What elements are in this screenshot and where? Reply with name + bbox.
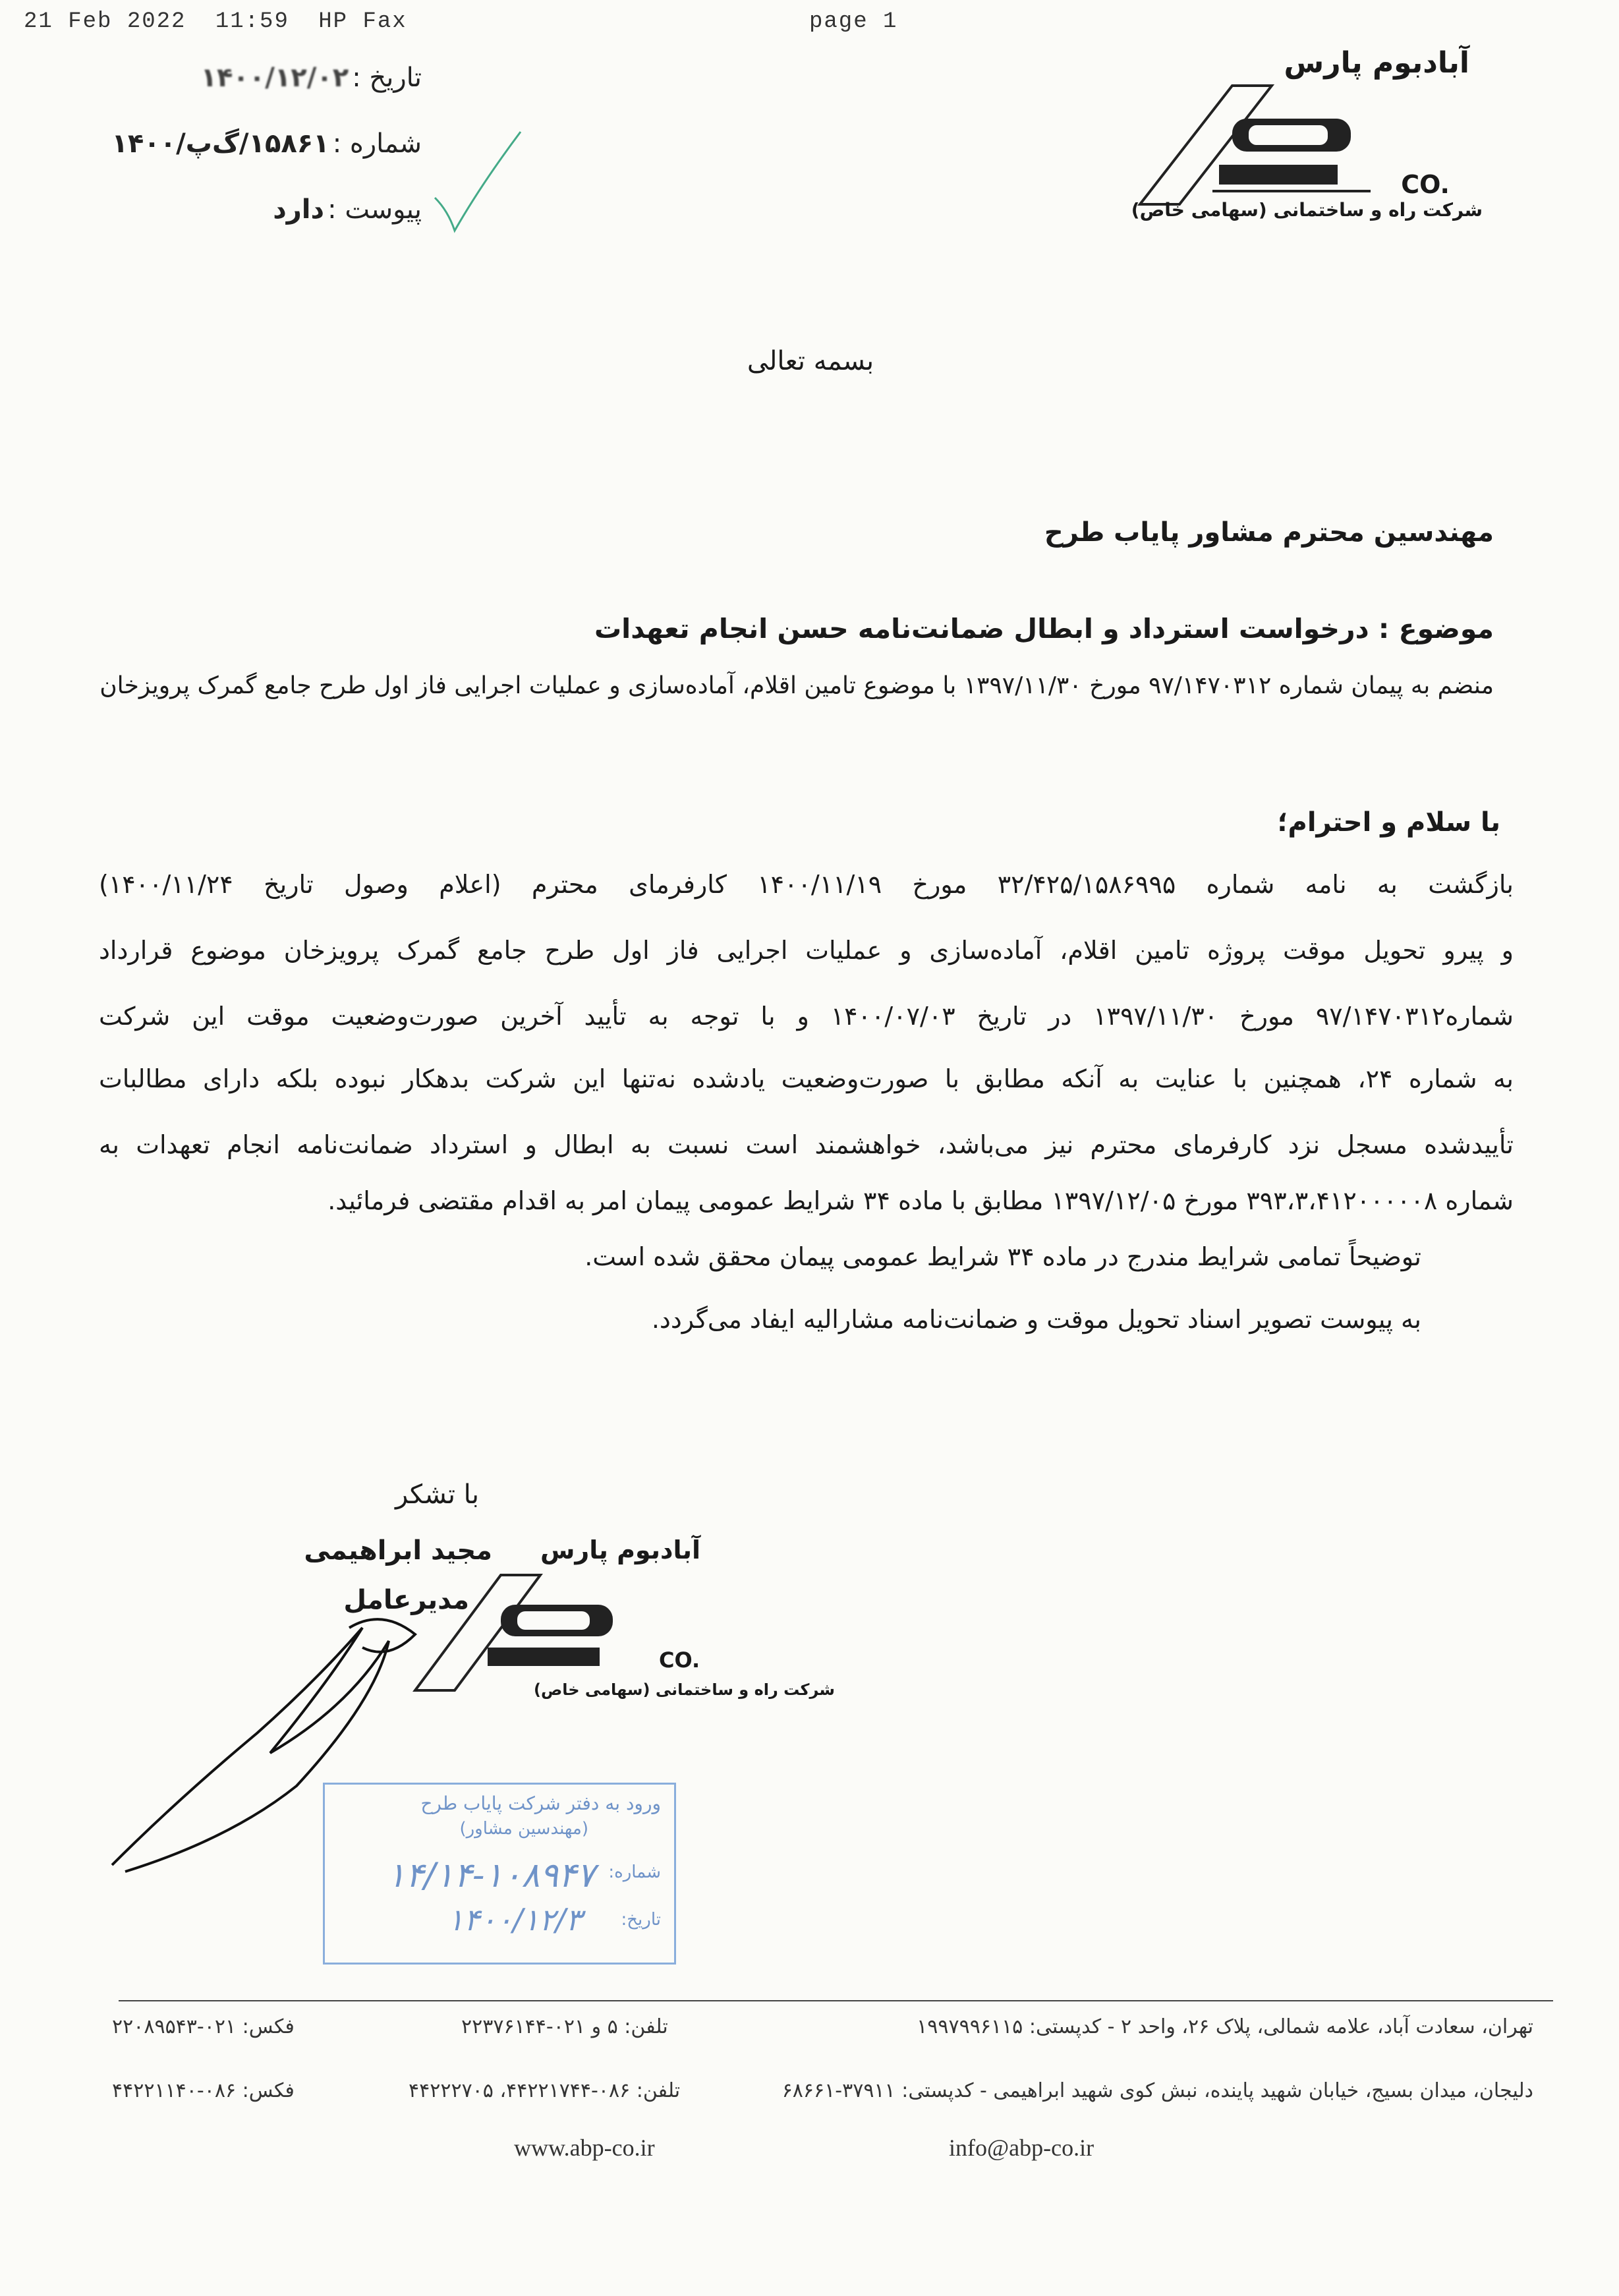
subject-line: موضوع : درخواست استرداد و ابطال ضمانت‌نامه حسن انجام تعهدات <box>594 613 1494 645</box>
seal-company-name: آبادبوم پارس <box>540 1535 701 1564</box>
footer-divider <box>119 2000 1553 2001</box>
company-subtitle: شرکت راه و ساختمانی (سهامی خاص) <box>1131 199 1483 221</box>
invocation: بسمه تعالی <box>747 346 874 376</box>
stamp-date-value: ۱۴۰۰/۱۲/۳ <box>447 1902 582 1937</box>
fax-date: 21 Feb 2022 <box>24 9 186 34</box>
body-line: به شماره ۲۴، همچنین با عنایت به آنکه مطابق با صورت‌وضعیت یادشده نه‌تنها این شرکت بدهکار نبوده بلکه دارای مطالبات <box>99 1064 1514 1093</box>
date-label: تاریخ : <box>352 63 422 93</box>
number-value: ۱۵۸۶۱/گ‌پ/۱۴۰۰ <box>111 129 329 159</box>
date-value: ۱۴۰۰/۱۲/۰۲ <box>200 63 349 93</box>
stamp-number-label: شماره: <box>608 1862 661 1882</box>
logo-mark-icon <box>1133 72 1410 217</box>
footer-website[interactable]: www.abp-co.ir <box>514 2135 655 2161</box>
footer-address-tehran: تهران، سعادت آباد، علامه شمالی، پلاک ۲۶، واحد ۲ - کدپستی: ۱۹۹۷۹۹۶۱۱۵ <box>917 2015 1533 2038</box>
footer-email[interactable]: info@abp-co.ir <box>949 2135 1094 2161</box>
footer-fax-delijan: فکس: ۰۸۶-۴۴۲۲۱۱۴۰ <box>112 2079 295 2102</box>
closing-thanks: با تشکر <box>395 1479 479 1510</box>
letter-attachment <box>237 194 422 225</box>
number-label: شماره : <box>332 129 422 159</box>
company-logo <box>1120 46 1489 231</box>
footer-tel-tehran: تلفن: ۵ و ۰۲۱-۲۲۳۷۶۱۴۴ <box>461 2015 668 2038</box>
body-note: توضیحاً تمامی شرایط مندرج در ماده ۳۴ شرایط عمومی پیمان محقق شده است. <box>584 1242 1421 1271</box>
stamp-date-label: تاریخ: <box>621 1910 661 1930</box>
signatory-title: مدیرعامل <box>343 1585 469 1615</box>
fax-time: 11:59 <box>215 9 289 34</box>
attachment-value: دارد <box>273 194 325 225</box>
footer-fax-tehran: فکس: ۰۲۱-۲۲۰۸۹۵۴۳ <box>112 2015 295 2038</box>
body-line-last: شماره ۳۹۳،۳،۴۱۲۰۰۰۰۰۸ مورخ ۱۳۹۷/۱۲/۰۵ مطابق با ماده ۳۴ شرایط عمومی پیمان امر به اقدام مقتضی فرمائید. <box>327 1186 1514 1215</box>
body-attachment-note: به پیوست تصویر اسناد تحویل موقت و ضمانت‌نامه مشارالیه ایفاد می‌گردد. <box>651 1305 1421 1334</box>
stamp-line2: (مهندسین مشاور) <box>459 1819 588 1839</box>
salutation: مهندسین محترم مشاور پایاب طرح <box>1044 517 1494 548</box>
body-line: تأییدشده مسجل نزد کارفرمای محترم نیز می‌باشد، خواهشمند است نسبت به ابطال و استرداد ضمانت‌نامه انجام تعهدات به <box>99 1130 1514 1159</box>
seal-subtitle: شرکت راه و ساختمانی (سهامی خاص) <box>534 1680 836 1699</box>
fax-sender: HP Fax <box>318 9 407 34</box>
letter-date <box>105 63 422 93</box>
stamp-number-value: ۱۴/۱۴-۱۰۸۹۴۷ <box>387 1856 595 1895</box>
receipt-stamp <box>323 1783 676 1965</box>
body-line: بازگشت به نامه شماره ۳۲/۴۲۵/۱۵۸۶۹۹۵ مورخ ۱۴۰۰/۱۱/۱۹ کارفرمای محترم (اعلام وصول تاریخ ۱۴۰۰/۱۱/۲۴) <box>99 870 1514 899</box>
fax-page: page 1 <box>809 9 898 34</box>
signatory-name: مجید ابراهیمی <box>304 1535 492 1566</box>
seal-tag: CO. <box>659 1648 700 1673</box>
fax-header <box>24 9 407 34</box>
greeting: با سلام و احترام؛ <box>1277 807 1500 838</box>
body-line: و پیرو تحویل موقت پروژه تامین اقلام، آماده‌سازی و عملیات اجرایی فاز اول طرح جامع گمرک پرویزخان موضوع قرارداد <box>99 936 1514 965</box>
stamp-line1: ورود به دفتر شرکت پایاب طرح <box>420 1793 661 1814</box>
attachment-label: پیوست : <box>327 194 422 225</box>
subject-sub: منضم به پیمان شماره ۹۷/۱۴۷۰۳۱۲ مورخ ۱۳۹۷/۱۱/۳۰ با موضوع تامین اقلام، آماده‌سازی و عملیات اجرایی فاز اول طرح جامع گمرک پرویزخان <box>99 672 1494 699</box>
company-tag: CO. <box>1401 170 1450 199</box>
letter-number <box>92 129 422 159</box>
footer-tel-delijan: تلفن: ۰۸۶-۴۴۲۲۱۷۴۴، ۴۴۲۲۲۷۰۵ <box>409 2079 681 2102</box>
checkmark-icon <box>428 125 527 237</box>
company-seal <box>409 1535 836 1707</box>
footer-address-delijan: دلیجان، میدان بسیج، خیابان شهید پاینده، نبش کوی شهید ابراهیمی - کدپستی: ۳۷۹۱۱-۶۸۶۶۱ <box>781 2079 1533 2102</box>
seal-mark-icon <box>409 1562 659 1700</box>
company-name: آبادبوم پارس <box>1284 46 1469 80</box>
body-line: شماره۹۷/۱۴۷۰۳۱۲ مورخ ۱۳۹۷/۱۱/۳۰ در تاریخ ۱۴۰۰/۰۷/۰۳ و با توجه به تأیید آخرین صورت‌وضعیت موقت این شرکت <box>99 1002 1514 1031</box>
